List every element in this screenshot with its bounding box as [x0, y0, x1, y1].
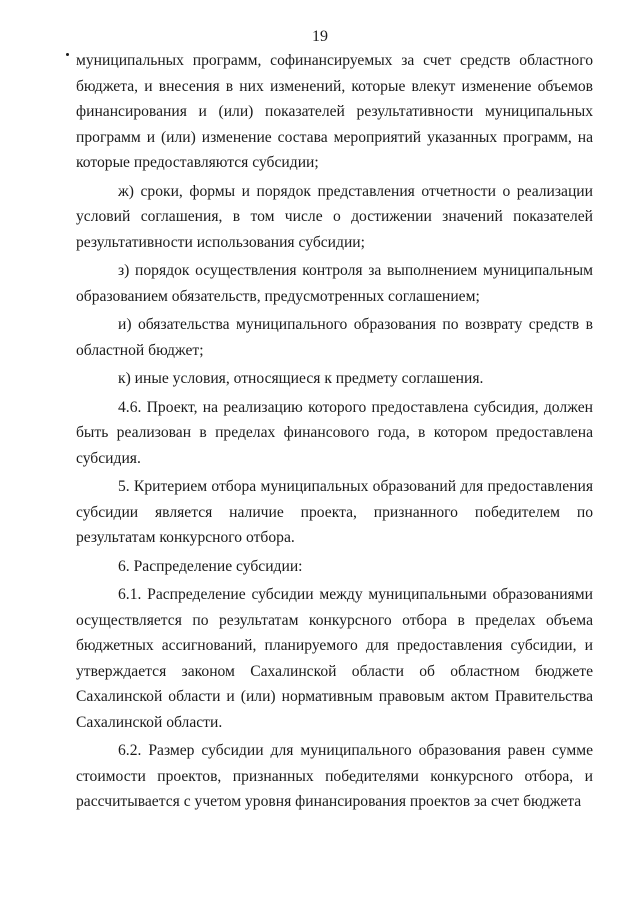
paragraph-item-z: з) порядок осуществления контроля за выполнением муниципальным образованием обязательств, предусмотренных соглашением;: [76, 262, 593, 305]
document-body: [76, 48, 593, 815]
paragraph-item-zh: ж) сроки, формы и порядок представления отчетности о реализации условий соглашения, в том числе о достижении значений показателей результативности использования субсидии;: [76, 182, 593, 251]
scan-mark: [66, 53, 69, 56]
paragraph-municipal-programs: муниципальных программ, софинансируемых за счет средств областного бюджета, и внесения в них изменений, которые влекут изменение объемов финансирования и (или) показателей результативности муниципальных программ и (или) изменение состава мероприятий указанных программ, на которые предоставляются субсидии;: [76, 52, 593, 171]
paragraph-item-k: к) иные условия, относящиеся к предмету соглашения.: [118, 370, 484, 387]
paragraph-6-1: 6.1. Распределение субсидии между муниципальными образованиями осуществляется по результатам конкурсного отбора в пределах объема бюджетных ассигнований, планируемого для предоставления субсидии, и утверждается законом Сахалинской области об областном бюджете Сахалинской области и (или) нормативным правовым актом Правительства Сахалинской области.: [76, 586, 593, 731]
paragraph-4-6: 4.6. Проект, на реализацию которого предоставлена субсидия, должен быть реализован в пределах финансового года, в котором предоставлена субсидия.: [76, 398, 593, 467]
paragraph-5: 5. Критерием отбора муниципальных образований для предоставления субсидии является наличие проекта, признанного победителем по результатам конкурсного отбора.: [76, 478, 593, 546]
paragraph-item-i: и) обязательства муниципального образования по возврату средств в областной бюджет;: [76, 316, 593, 359]
paragraph-6-heading: 6. Распределение субсидии:: [118, 557, 303, 575]
page-number: 19: [312, 28, 328, 45]
paragraph-6-2: 6.2. Размер субсидии для муниципального образования равен сумме стоимости проектов, признанных победителями конкурсного отбора, и рассчитывается с учетом уровня финансирования проектов за счет бюджета: [76, 742, 593, 810]
